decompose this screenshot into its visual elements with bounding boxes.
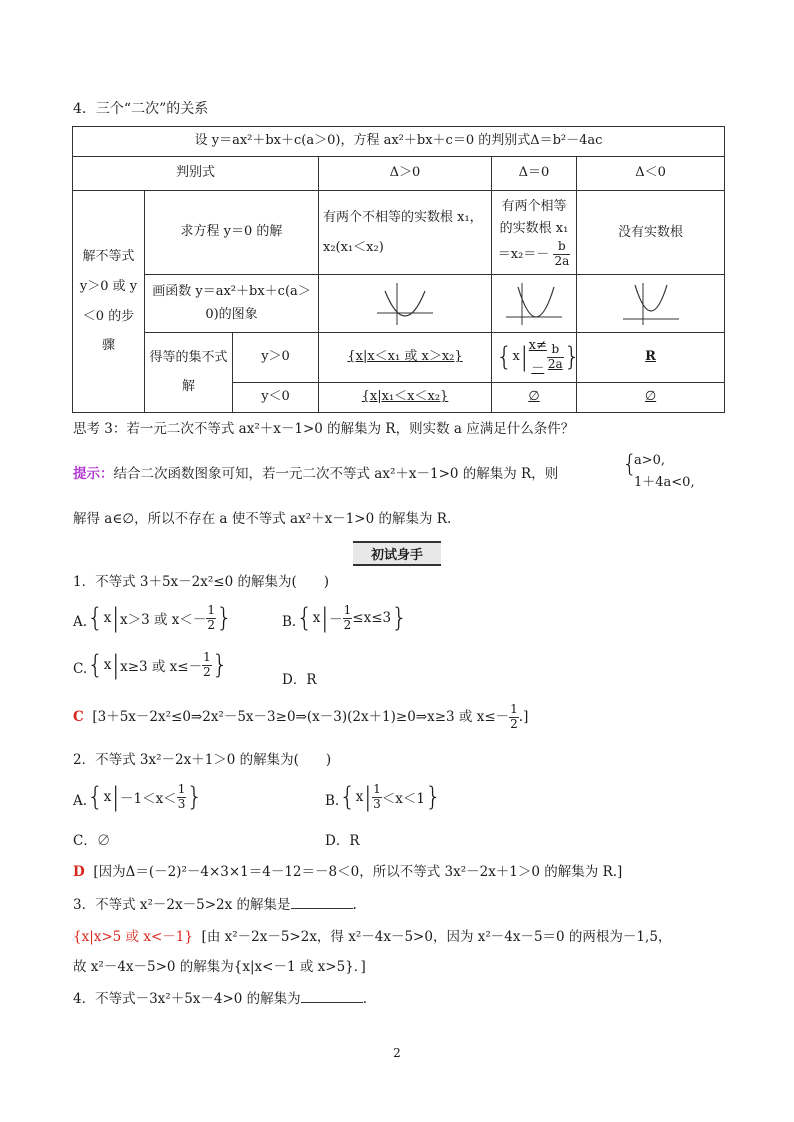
graph-one-root bbox=[492, 275, 577, 333]
hint-cond1: a>0, bbox=[634, 453, 666, 468]
row1-eq-text: 有两个相等的实数根 x₁＝x₂＝－ bbox=[497, 199, 569, 263]
row1-lt: 没有实数根 bbox=[577, 191, 725, 275]
hint-cond2: 1＋4a<0, bbox=[634, 475, 695, 491]
lt-one-root: ∅ bbox=[492, 383, 577, 413]
q2-stem: 2．不等式 3x²－2x＋1＞0 的解集为( ) bbox=[73, 752, 332, 768]
practice-title: 初试身手 bbox=[0, 541, 794, 566]
q1-stem: 1．不等式 3＋5x－2x²≤0 的解集为( ) bbox=[73, 574, 330, 590]
q2-option-c: C．∅ bbox=[73, 833, 111, 849]
think3: 思考 3：若一元二次不等式 ax²＋x－1>0 的解集为 R，则实数 a 应满足什么条件？ bbox=[73, 421, 575, 437]
frac-num: b bbox=[553, 240, 570, 255]
lt-no-root: ∅ bbox=[577, 383, 725, 413]
hint-label: 提示： bbox=[73, 466, 114, 482]
table-header: 设 y＝ax²＋bx＋c(a＞0)，方程 ax²＋bx＋c＝0 的判别式Δ＝b²－4ac bbox=[73, 127, 725, 157]
q2-option-d: D．R bbox=[325, 833, 360, 849]
q2-answer: D [因为Δ＝(－2)²－4×3×1＝4－12＝－8＜0，所以不等式 3x²－2x＋1＞0 的解集为 R.] bbox=[73, 864, 623, 880]
row1-eq bbox=[492, 191, 577, 275]
graph-two-roots bbox=[319, 275, 492, 333]
row1-label: 求方程 y＝0 的解 bbox=[145, 191, 319, 275]
gt-label: y＞0 bbox=[233, 333, 319, 383]
quadratic-relation-table bbox=[72, 126, 725, 413]
hint-brace: { bbox=[622, 450, 638, 478]
q1-option-d: D．R bbox=[282, 672, 317, 688]
gt-frac-num: b bbox=[547, 343, 564, 358]
row-group-label: 解不等式 y＞0 或 y＜0 的步骤 bbox=[73, 191, 145, 413]
q3-explain2: 故 x²－4x－5>0 的解集为{x|x<－1 或 x>5}．] bbox=[73, 959, 366, 975]
row3-label: 得等的集不式解 bbox=[145, 333, 233, 413]
hint-text: 结合二次函数图象可知，若一元二次不等式 ax²＋x－1>0 的解集为 R，则 bbox=[113, 466, 559, 482]
q2-option-a: A. { x | －1＜x＜ $\frac{1}{3}$ } bbox=[73, 781, 203, 812]
row2-label: 画函数 y＝ax²＋bx＋c(a＞0)的图象 bbox=[145, 275, 319, 333]
q3-stem: 3．不等式 x²－2x－5>2x 的解集是 . bbox=[73, 897, 357, 913]
frac-den: 2a bbox=[554, 254, 570, 269]
row1-eq-frac bbox=[553, 240, 570, 269]
q4-stem: 4．不等式－3x²＋5x－4>0 的解集为 . bbox=[73, 991, 367, 1007]
gt-no-root: R bbox=[577, 333, 725, 383]
q1-option-c: C. { x | x≥3 或 x≤－ $\frac{1}{2}$ } bbox=[73, 649, 229, 680]
disc-label: 判别式 bbox=[73, 157, 319, 191]
case-eq: Δ＝0 bbox=[492, 157, 577, 191]
q2-option-b: B. { x | $\frac{1}{3}$ ＜x＜1 } bbox=[325, 781, 442, 812]
lt-two-roots: {x|x₁＜x＜x₂} bbox=[319, 383, 492, 413]
row1-gt: 有两个不相等的实数根 x₁，x₂(x₁＜x₂) bbox=[319, 191, 492, 275]
q1-option-b: B. { x | － $\frac{1}{2}$ ≤x≤3 } bbox=[282, 602, 408, 633]
page-number: 2 bbox=[393, 1046, 401, 1060]
q3-answer: {x|x>5 或 x<－1} [由 x²－2x－5>2x，得 x²－4x－5>0，因为 x²－4x－5＝0 的两根为－1,5， bbox=[73, 929, 672, 945]
hint bbox=[73, 462, 558, 482]
gt-two-roots: {x|x＜x₁ 或 x＞x₂} bbox=[319, 333, 492, 383]
section-title: 4．三个“二次”的关系 bbox=[73, 101, 209, 117]
case-gt: Δ＞0 bbox=[319, 157, 492, 191]
gt-one-root-text: x≠－ bbox=[528, 338, 547, 376]
gt-frac-den: 2a bbox=[547, 357, 563, 371]
case-lt: Δ＜0 bbox=[577, 157, 725, 191]
lt-label: y＜0 bbox=[233, 383, 319, 413]
q1-answer: C [3＋5x－2x²≤0⇒2x²－5x－3≥0⇒(x－3)(2x＋1)≥0⇒x≥3 或 x≤－ $\frac{1}{2}$ .] bbox=[73, 702, 529, 731]
hint-conds bbox=[634, 450, 695, 494]
gt-one-root: { x | x≠－ $\frac{b}{2a}$ } bbox=[492, 333, 577, 383]
hint-line2: 解得 a∈∅，所以不存在 a 使不等式 ax²＋x－1>0 的解集为 R. bbox=[73, 511, 452, 527]
q1-option-a: A. { x | x＞3 或 x＜－ $\frac{1}{2}$ } bbox=[73, 602, 233, 633]
graph-no-root bbox=[577, 275, 725, 333]
